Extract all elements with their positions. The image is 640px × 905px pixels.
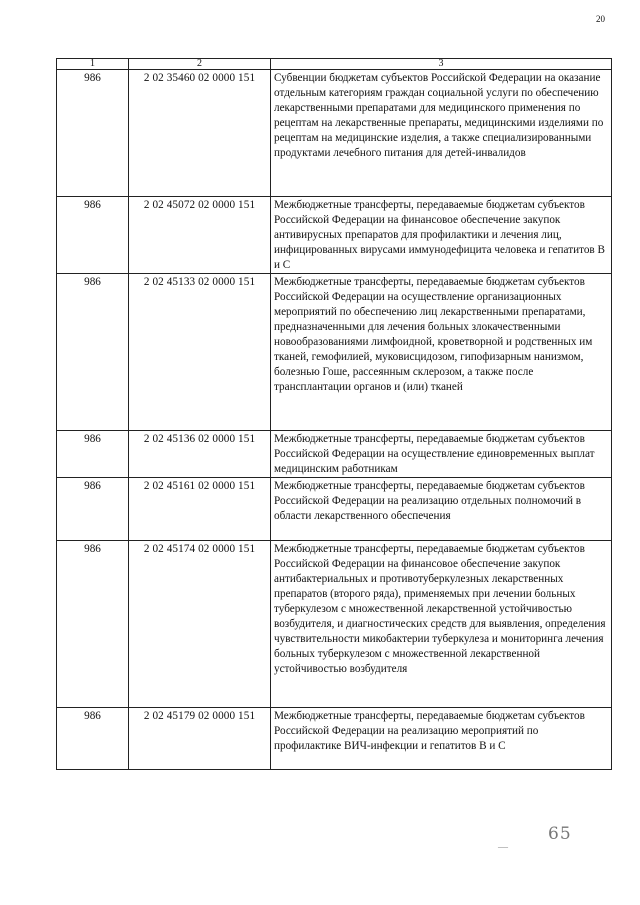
table-row — [57, 431, 612, 478]
page-number: 20 — [596, 14, 605, 24]
admin-code-cell: 986 — [57, 478, 129, 541]
admin-code-cell: 986 — [57, 708, 129, 770]
kbk-code-cell: 2 02 35460 02 0000 151 — [129, 70, 271, 197]
table-row — [57, 197, 612, 274]
column-header-1: 1 — [57, 59, 129, 70]
budget-codes-table — [56, 58, 612, 770]
description-cell: Межбюджетные трансферты, передаваемые бюджетам субъектов Российской Федерации на осуществление организационных мероприятий по обеспечению лиц лекарственными препаратами, предназначенными для лечения больных злокачественными новообразованиями лимфоидной, кроветворной и родственных им тканей, гемофилией, муковисцидозом, гипофизарным нанизмом, болезнью Гоше, рассеянным склерозом, а также после трансплантации органов и (или) тканей — [271, 274, 612, 431]
table-row — [57, 541, 612, 708]
kbk-code-cell: 2 02 45161 02 0000 151 — [129, 478, 271, 541]
admin-code-cell: 986 — [57, 70, 129, 197]
stamp-dash: — — [498, 842, 508, 853]
description-cell: Субвенции бюджетам субъектов Российской Федерации на оказание отдельным категориям граждан социальной услуги по обеспечению лекарственными препаратами для медицинского применения по рецептам на лекарственные препараты, медицинскими изделиями по рецептам на медицинские изделия, а также специализированными продуктами лечебного питания для детей-инвалидов — [271, 70, 612, 197]
kbk-code-cell: 2 02 45136 02 0000 151 — [129, 431, 271, 478]
admin-code-cell: 986 — [57, 431, 129, 478]
table-row — [57, 274, 612, 431]
description-cell: Межбюджетные трансферты, передаваемые бюджетам субъектов Российской Федерации на финансовое обеспечение закупок антивирусных препаратов для профилактики и лечения лиц, инфицированных вирусами иммунодефицита человека и гепатитов В и С — [271, 197, 612, 274]
table-row — [57, 478, 612, 541]
admin-code-cell: 986 — [57, 274, 129, 431]
admin-code-cell: 986 — [57, 541, 129, 708]
kbk-code-cell: 2 02 45179 02 0000 151 — [129, 708, 271, 770]
kbk-code-cell: 2 02 45133 02 0000 151 — [129, 274, 271, 431]
kbk-code-cell: 2 02 45174 02 0000 151 — [129, 541, 271, 708]
table-row — [57, 70, 612, 197]
description-cell: Межбюджетные трансферты, передаваемые бюджетам субъектов Российской Федерации на реализацию мероприятий по профилактике ВИЧ-инфекции и гепатитов В и С — [271, 708, 612, 770]
admin-code-cell: 986 — [57, 197, 129, 274]
description-cell: Межбюджетные трансферты, передаваемые бюджетам субъектов Российской Федерации на осуществление единовременных выплат медицинским работникам — [271, 431, 612, 478]
table-header-row — [57, 59, 612, 70]
column-header-2: 2 — [129, 59, 271, 70]
table-row — [57, 708, 612, 770]
description-cell: Межбюджетные трансферты, передаваемые бюджетам субъектов Российской Федерации на финансовое обеспечение закупок антибактериальных и противотуберкулезных лекарственных препаратов (второго ряда), применяемых при лечении больных туберкулезом с множественной лекарственной устойчивостью возбудителя, и диагностических средств для выявления, определения чувствительности микобактерии туберкулеза и мониторинга лечения больных туберкулезом с множественной лекарственной устойчивостью возбудителя — [271, 541, 612, 708]
column-header-3: 3 — [271, 59, 612, 70]
handwritten-page-stamp: 65 — [548, 824, 572, 844]
kbk-code-cell: 2 02 45072 02 0000 151 — [129, 197, 271, 274]
description-cell: Межбюджетные трансферты, передаваемые бюджетам субъектов Российской Федерации на реализацию отдельных полномочий в области лекарственного обеспечения — [271, 478, 612, 541]
